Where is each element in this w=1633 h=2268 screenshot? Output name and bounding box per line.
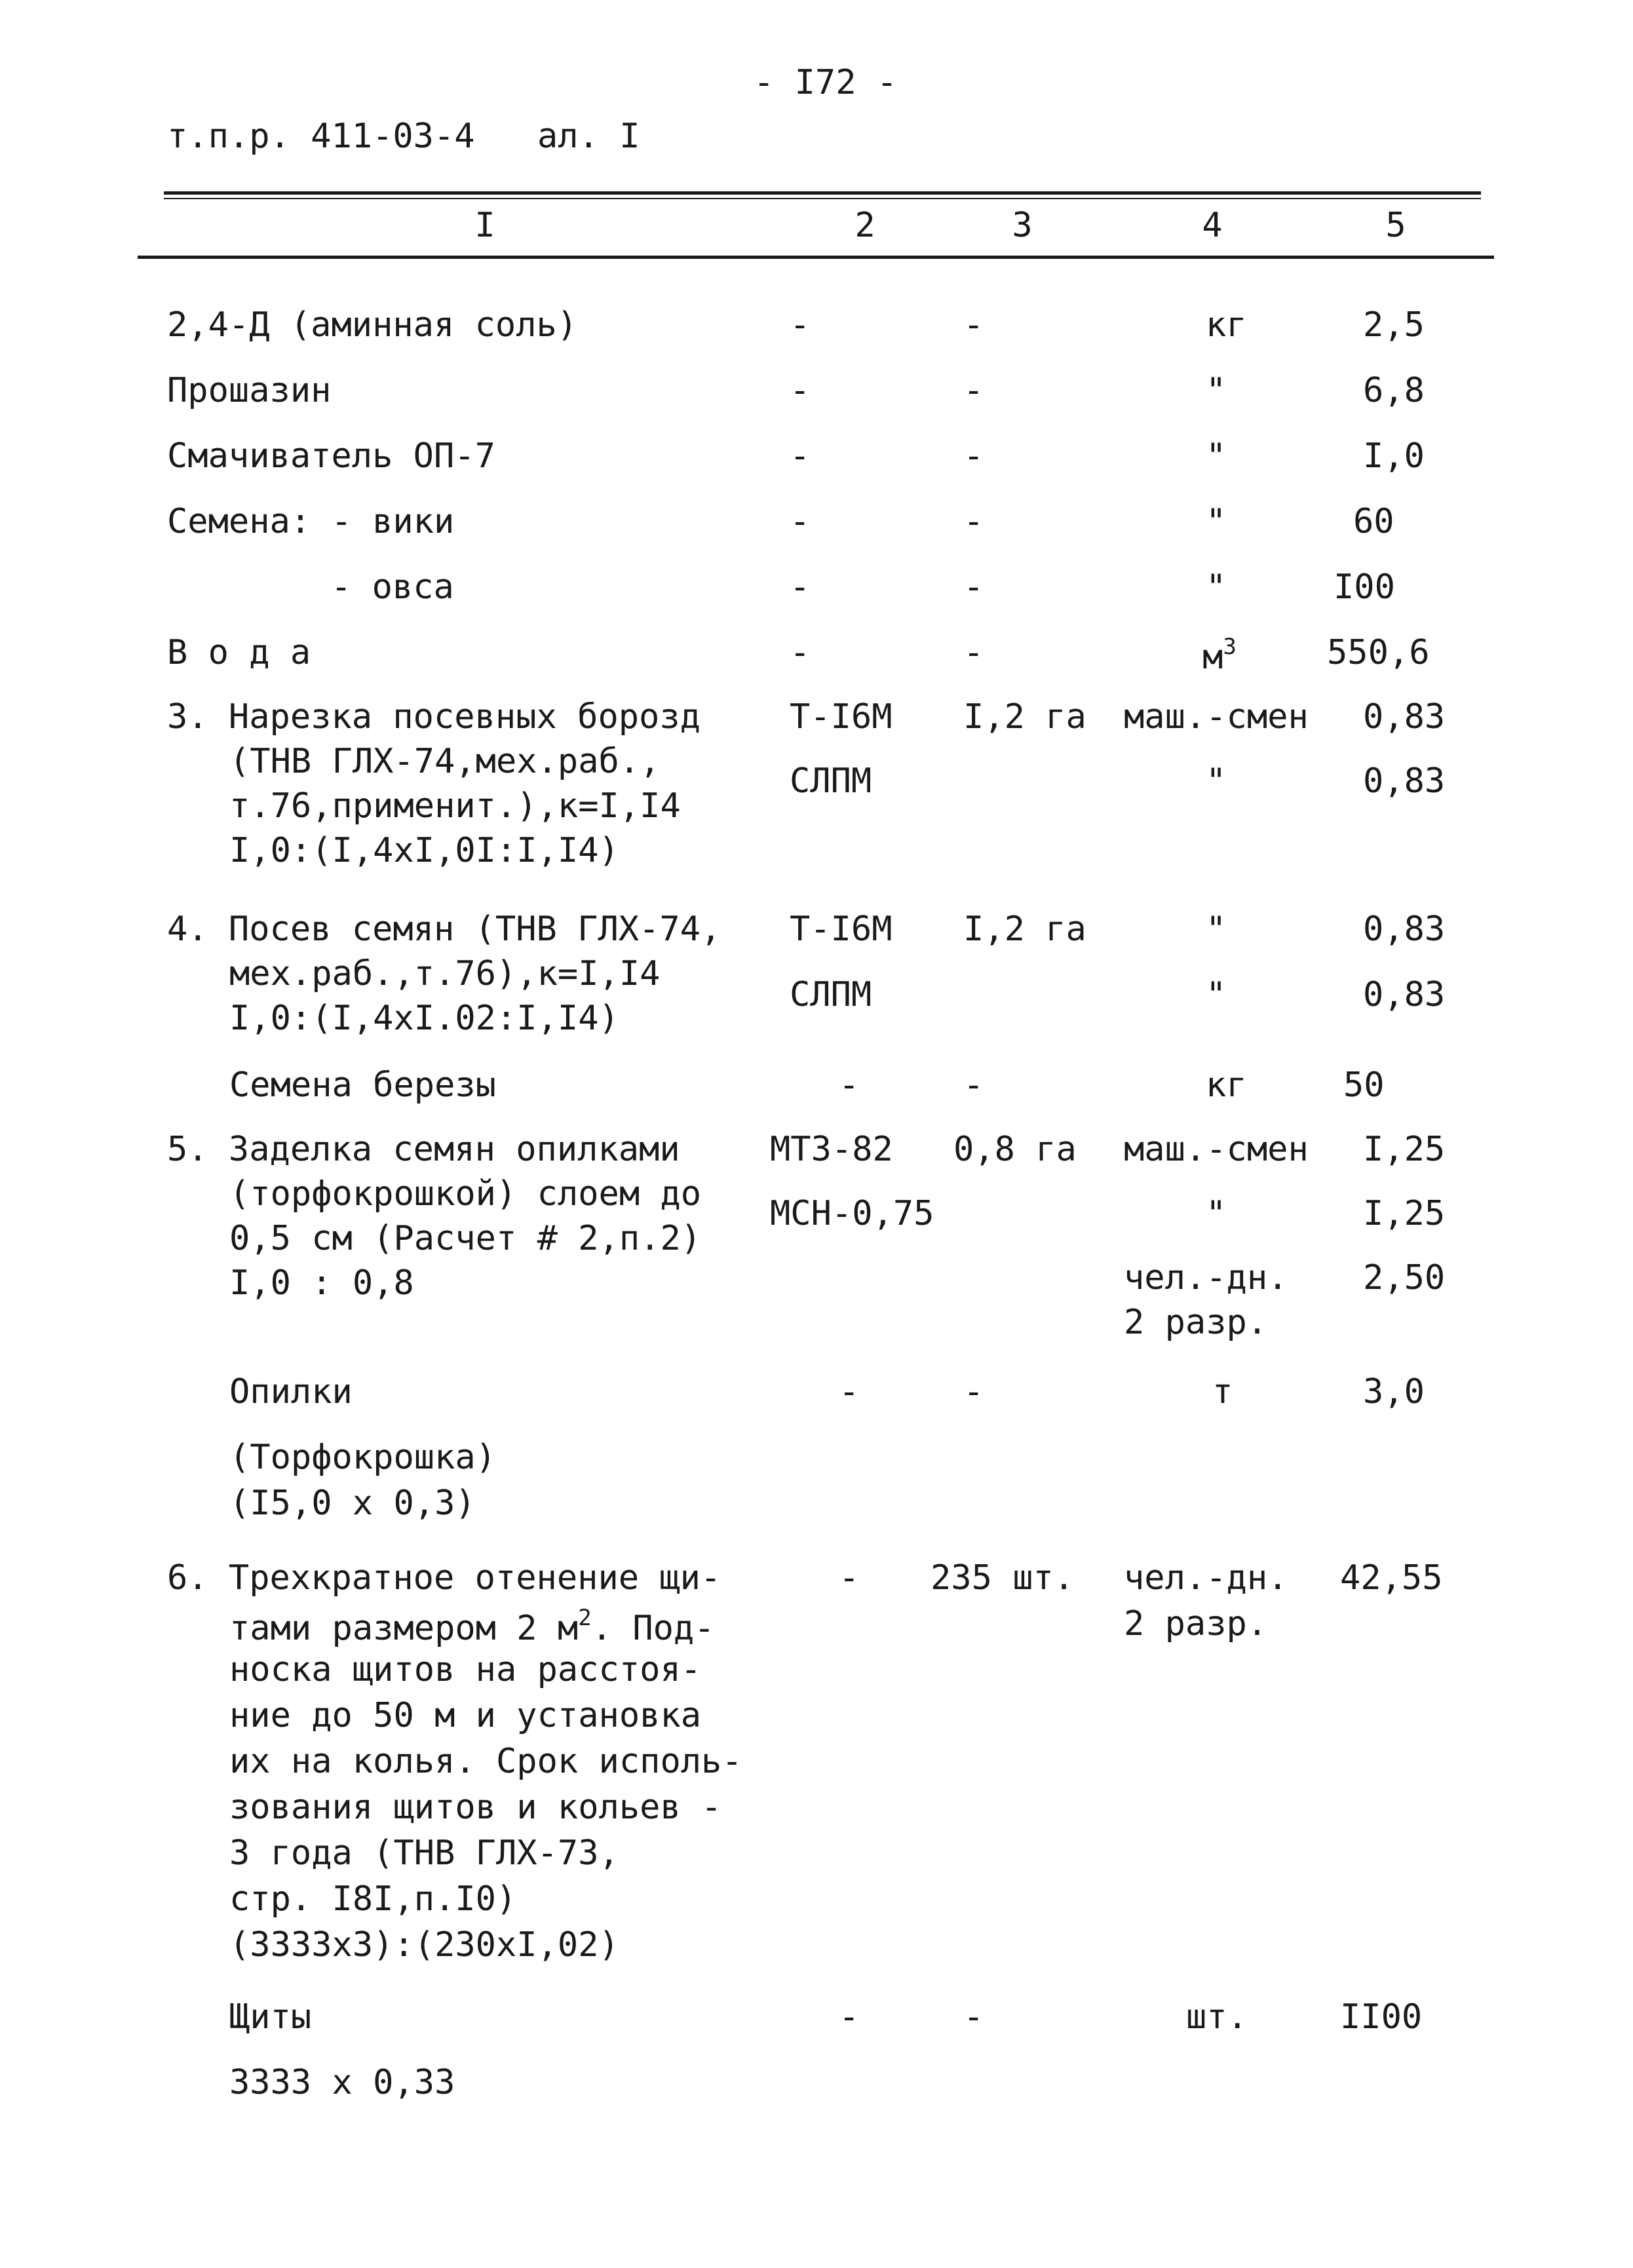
header-top-rule	[164, 191, 1481, 195]
item5-value2: I,25	[1363, 1194, 1446, 1233]
item4-value1: 0,83	[1363, 910, 1446, 949]
row-col2: -	[790, 502, 811, 541]
item6-line2: тами размером 2 $м^2$. Под-	[229, 1605, 715, 1648]
item4-value2: 0,83	[1363, 975, 1446, 1014]
row-name: В о д а	[167, 633, 311, 672]
item6-line7: 3 года (ТНВ ГЛХ-73,	[229, 1834, 619, 1873]
sawdust-name: Опилки	[229, 1372, 353, 1412]
row-value: 550,6	[1327, 633, 1430, 672]
row-col3: -	[963, 1372, 984, 1412]
item6-line8: стр. I8I,п.I0)	[229, 1879, 517, 1919]
item4-machine1: Т-I6М	[790, 910, 893, 949]
row-col2: -	[790, 371, 811, 410]
item5-unit2: "	[1206, 1194, 1227, 1233]
row-col2: -	[839, 1997, 860, 2037]
album-label: ал. I	[537, 117, 640, 156]
row-col3: -	[963, 502, 984, 541]
row-unit: $м^3$	[1202, 634, 1237, 677]
row-name: Семена березы	[229, 1066, 496, 1105]
item3-value2: 0,83	[1363, 761, 1446, 801]
item5-machine1: МТЗ-82	[770, 1130, 893, 1169]
item3-machine2: СЛПМ	[790, 761, 872, 801]
item3-unit2: "	[1206, 761, 1227, 801]
item6-line1: 6. Трехкратное отенение щи-	[167, 1558, 721, 1598]
item3-unit1: маш.-смен	[1124, 697, 1309, 737]
sawdust-line2: (I5,0 x 0,3)	[229, 1484, 476, 1523]
col-header-4: 4	[1202, 206, 1223, 245]
row-value: 2,5	[1363, 305, 1425, 345]
item6-line6: зования щитов и кольев -	[229, 1788, 722, 1827]
shields-calc: 3333 x 0,33	[229, 2063, 455, 2102]
row-name: Семена: - вики	[167, 502, 455, 541]
shields-name: Щиты	[229, 1997, 312, 2037]
row-col2: -	[790, 436, 811, 476]
doc-code: т.п.р. 411-03-4	[167, 117, 475, 156]
item3-line1: 3. Нарезка посевных борозд	[167, 697, 701, 737]
item6-line9: (3333x3):(230xI,02)	[229, 1925, 619, 1965]
item4-line2: мех.раб.,т.76),к=I,I4	[229, 954, 661, 993]
item6-line4: ние до 50 м и установка	[229, 1696, 702, 1735]
item5-machine2: МСН-0,75	[770, 1194, 934, 1233]
row-unit: кг	[1206, 1066, 1247, 1105]
row-name: 2,4-Д (аминная соль)	[167, 305, 578, 345]
item5-line2: (торфокрошкой) слоем до	[229, 1174, 702, 1214]
row-unit: "	[1206, 502, 1227, 541]
row-value: 60	[1353, 502, 1394, 541]
row-col2: -	[790, 633, 811, 672]
row-value: I,0	[1363, 436, 1425, 476]
row-col3: -	[963, 305, 984, 345]
row-unit: "	[1206, 371, 1227, 410]
row-col3: -	[963, 633, 984, 672]
row-value: 3,0	[1363, 1372, 1425, 1412]
item5-unit1: маш.-смен	[1124, 1130, 1309, 1169]
col-header-3: 3	[1012, 206, 1033, 245]
row-col3: -	[963, 371, 984, 410]
row-col3: -	[963, 436, 984, 476]
item4-unit2: "	[1206, 975, 1227, 1014]
item5-line4: I,0 : 0,8	[229, 1263, 414, 1303]
row-unit: шт.	[1186, 1997, 1248, 2037]
item4-line3: I,0:(I,4xI.02:I,I4)	[229, 999, 619, 1038]
item6-line5: их на колья. Срок исполь-	[229, 1742, 742, 1781]
item4-line1: 4. Посев семян (ТНВ ГЛХ-74,	[167, 910, 721, 949]
row-value: I00	[1334, 567, 1395, 607]
page-number: - I72 -	[754, 63, 898, 102]
row-name: Прошазин	[167, 371, 332, 410]
item6-qty: 235 шт.	[931, 1558, 1075, 1598]
item6-value: 42,55	[1340, 1558, 1443, 1598]
item4-unit1: "	[1206, 910, 1227, 949]
item3-line4: I,0:(I,4xI,0I:I,I4)	[229, 831, 619, 870]
row-col3: -	[963, 1997, 984, 2037]
header-bottom-rule	[138, 256, 1494, 259]
row-col2: -	[790, 305, 811, 345]
item3-area: I,2 га	[963, 697, 1086, 737]
item5-unit3-grade: 2 разр.	[1124, 1303, 1268, 1342]
row-col2: -	[839, 1066, 860, 1105]
item5-value1: I,25	[1363, 1130, 1446, 1169]
row-col2: -	[839, 1372, 860, 1412]
row-unit: "	[1206, 436, 1227, 476]
row-col3: -	[963, 1066, 984, 1105]
col-header-2: 2	[855, 206, 875, 245]
item4-area: I,2 га	[963, 910, 1086, 949]
item3-line2: (ТНВ ГЛХ-74,мех.раб.,	[229, 742, 661, 781]
row-value: II00	[1340, 1997, 1423, 2037]
row-value: 6,8	[1363, 371, 1425, 410]
item4-machine2: СЛПМ	[790, 975, 872, 1014]
item3-machine1: Т-I6М	[790, 697, 893, 737]
row-unit: "	[1206, 567, 1227, 607]
item5-value3: 2,50	[1363, 1258, 1446, 1297]
item6-line3: носка щитов на расстоя-	[229, 1650, 702, 1689]
item5-unit3: чел.-дн.	[1124, 1258, 1288, 1297]
item5-area: 0,8 га	[953, 1130, 1077, 1169]
item6-unit-grade: 2 разр.	[1124, 1604, 1268, 1643]
item6-unit: чел.-дн.	[1124, 1558, 1288, 1598]
header-top-rule-2	[164, 198, 1481, 199]
col-header-5: 5	[1385, 206, 1406, 245]
row-unit: т	[1212, 1372, 1233, 1412]
item3-line3: т.76,применит.),к=I,I4	[229, 786, 681, 826]
sawdust-line1: (Торфокрошка)	[229, 1438, 496, 1477]
row-name: Смачиватель ОП-7	[167, 436, 495, 476]
row-value: 50	[1343, 1066, 1385, 1105]
item3-value1: 0,83	[1363, 697, 1446, 737]
row-name: - овса	[331, 567, 454, 607]
row-unit: кг	[1206, 305, 1247, 345]
col-header-1: I	[474, 206, 495, 245]
row-col2: -	[790, 567, 811, 607]
item5-line1: 5. Заделка семян опилками	[167, 1130, 680, 1169]
item6-col2: -	[839, 1558, 860, 1598]
row-col3: -	[963, 567, 984, 607]
item5-line3: 0,5 см (Расчет # 2,п.2)	[229, 1219, 702, 1258]
